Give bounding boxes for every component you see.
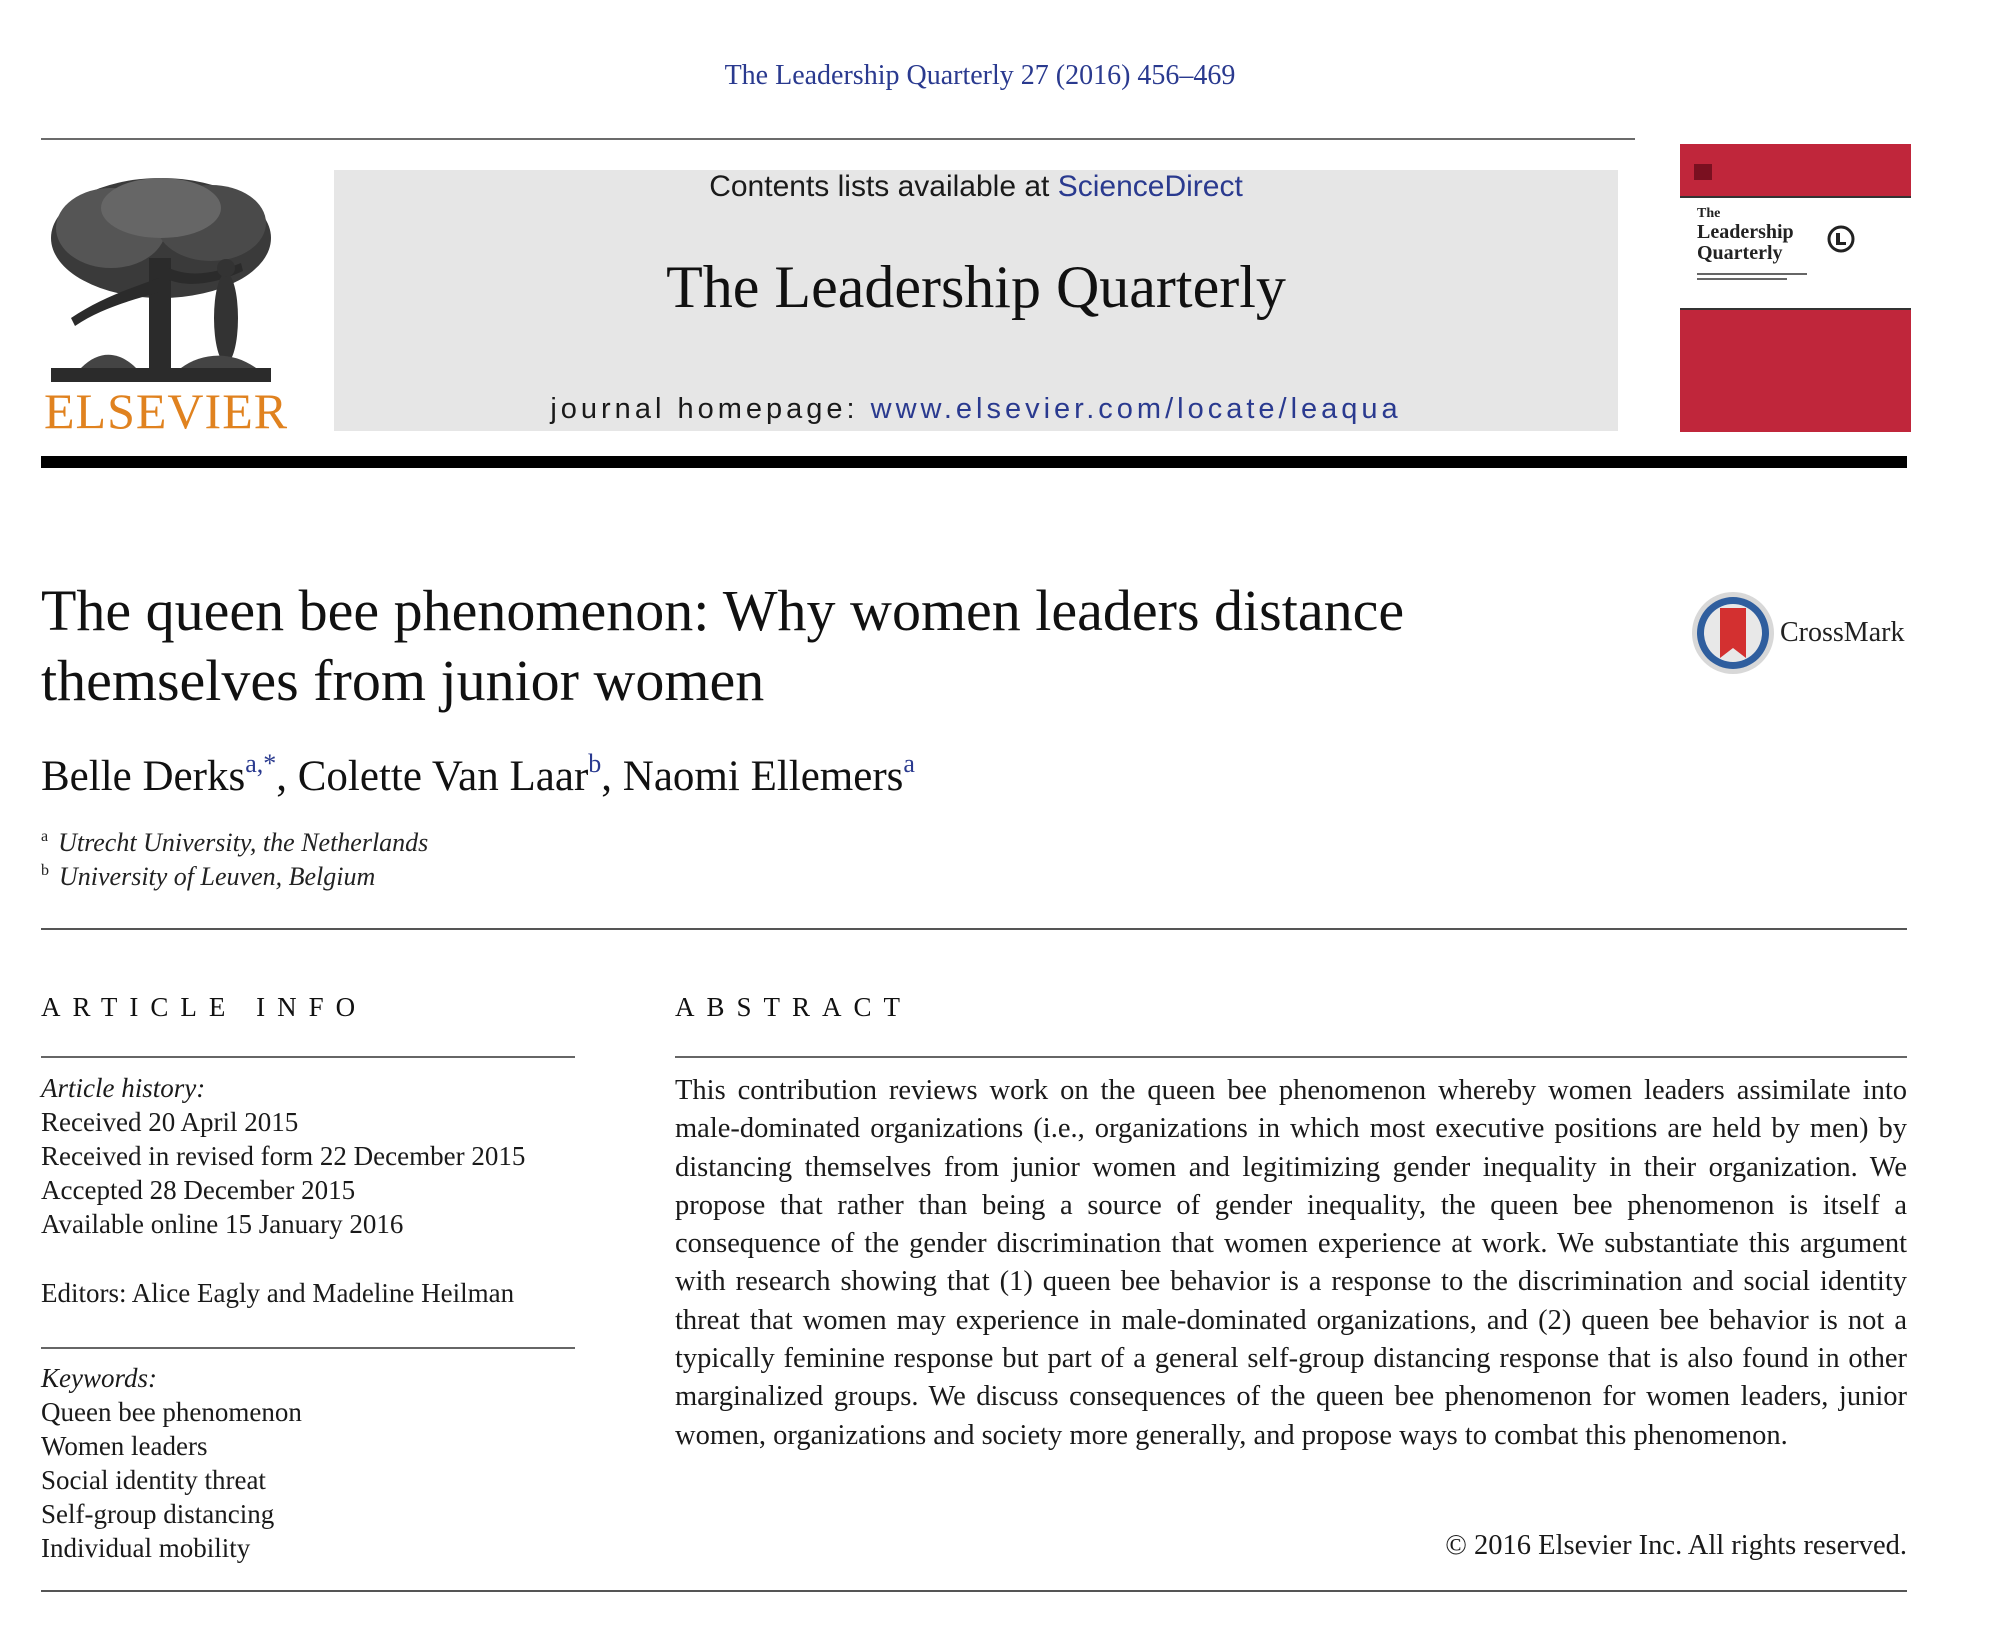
article-info-rule xyxy=(41,1056,575,1058)
author-name[interactable]: Belle Derks xyxy=(41,753,246,800)
affiliation-text: Utrecht University, the Netherlands xyxy=(58,828,429,857)
affiliation xyxy=(41,862,375,892)
crossmark-icon[interactable] xyxy=(1690,590,1776,676)
homepage-line xyxy=(334,393,1618,426)
abstract-rule xyxy=(675,1056,1907,1058)
keyword: Self-group distancing xyxy=(41,1499,275,1529)
article-title: The queen bee phenomenon: Why women leaders distance themselves from junior women xyxy=(41,578,1405,713)
revised-date: Received in revised form 22 December 2015 xyxy=(41,1141,526,1171)
keyword: Social identity threat xyxy=(41,1465,266,1495)
cover-title-line: The xyxy=(1697,206,1721,221)
author-name[interactable]: Naomi Ellemers xyxy=(622,753,904,800)
editors: Editors: Alice Eagly and Madeline Heilman xyxy=(41,1278,515,1308)
cover-q-icon xyxy=(1826,224,1856,254)
keyword-list xyxy=(41,1395,302,1565)
cover-title-line: Leadership xyxy=(1697,221,1794,243)
homepage-link[interactable]: www.elsevier.com/locate/leaqua xyxy=(870,393,1402,425)
cover-fine-print xyxy=(1697,271,1847,283)
affiliation-key: a xyxy=(41,828,49,845)
section-rule xyxy=(41,928,1907,930)
elsevier-mini-icon xyxy=(1692,162,1714,182)
keyword: Queen bee phenomenon xyxy=(41,1397,302,1427)
contents-prefix: Contents lists available at xyxy=(709,170,1058,203)
author-affiliation-marker[interactable]: a,* xyxy=(245,749,277,778)
affiliation xyxy=(41,828,428,858)
article-history-label: Article history: xyxy=(41,1073,206,1103)
cover-title-line: Quarterly xyxy=(1697,242,1783,264)
abstract-heading: ABSTRACT xyxy=(675,992,913,1022)
contents-line xyxy=(334,170,1618,204)
affiliation-key: b xyxy=(41,862,49,879)
copyright-notice: © 2016 Elsevier Inc. All rights reserved. xyxy=(1445,1530,1907,1561)
sciencedirect-link[interactable]: ScienceDirect xyxy=(1057,170,1243,203)
journal-citation[interactable]: The Leadership Quarterly 27 (2016) 456–469 xyxy=(724,60,1236,91)
keywords-label: Keywords: xyxy=(41,1363,157,1393)
article-info-heading: ARTICLE INFO xyxy=(41,992,368,1022)
keyword: Women leaders xyxy=(41,1431,208,1461)
accepted-date: Accepted 28 December 2015 xyxy=(41,1175,356,1205)
journal-name: The Leadership Quarterly xyxy=(666,254,1286,320)
received-date: Received 20 April 2015 xyxy=(41,1107,299,1137)
author-list: Belle Derks$^{a,*}$, Colette Van Laar$^b$, Naomi Ellemers$^a$ xyxy=(41,749,915,800)
cover-title xyxy=(1697,206,1794,264)
keyword: Individual mobility xyxy=(41,1533,251,1563)
author-affiliation-marker[interactable]: a xyxy=(903,749,915,778)
author-name[interactable]: Colette Van Laar xyxy=(297,753,589,800)
homepage-prefix: journal homepage: xyxy=(550,393,871,425)
online-date: Available online 15 January 2016 xyxy=(41,1209,404,1239)
crossmark-label[interactable]: CrossMark xyxy=(1780,617,1905,648)
footer-rule xyxy=(41,1590,1907,1592)
header-thick-rule xyxy=(41,456,1907,468)
affiliation-text: University of Leuven, Belgium xyxy=(59,862,376,891)
header-rule xyxy=(41,138,1635,140)
abstract-text: This contribution reviews work on the queen bee phenomenon whereby women leaders assimilate into male-dominated organizations (i.e., organizations in which most executive positions are held by men) by distancing themselves from junior women and legitimizing gender inequality in their organization. We propose that rather than being a source of gender inequality, the queen bee phenomenon is itself a consequence of the gender discrimination that women experience at work. We substantiate this argument with research showing that (1) queen bee behavior is a response to the discrimination and social identity threat that women may experience in male-dominated organizations, and (2) queen bee behavior is not a typically feminine response but part of a general self-group distancing response that is also found in other marginalized groups. We discuss consequences of the queen bee phenomenon for women leaders, junior women, organizations and society more generally, and propose ways to combat this phenomenon. xyxy=(675,1075,1907,1451)
author-affiliation-marker[interactable]: b xyxy=(588,749,602,778)
elsevier-wordmark: ELSEVIER xyxy=(44,383,289,439)
keywords-rule xyxy=(41,1347,575,1349)
